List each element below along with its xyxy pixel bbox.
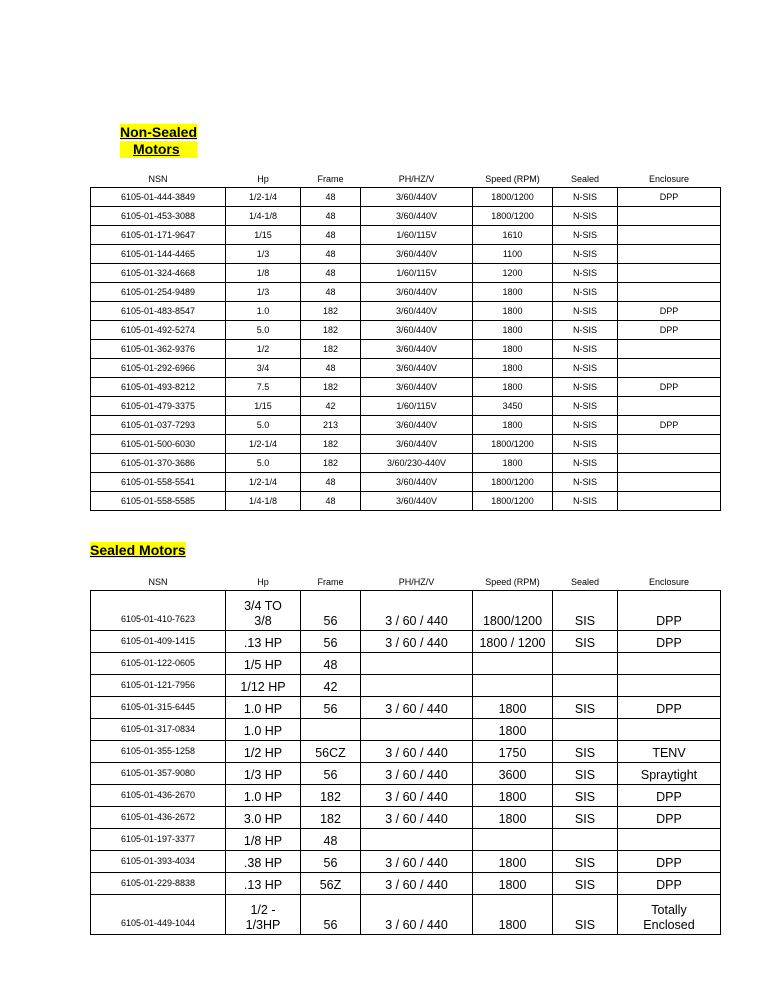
hp-cell: .38 HP [226,851,301,873]
enclosure-cell: Spraytight [618,763,721,785]
speed-cell [473,829,553,851]
phhzv-cell: 3/60/440V [361,340,473,359]
nsn-cell: 6105-01-409-1415 [91,631,226,653]
hp-cell: 1/4-1/8 [226,492,301,511]
enclosure-cell [618,719,721,741]
phhzv-cell: 1/60/115V [361,226,473,245]
enclosure-cell: DPP [618,631,721,653]
hp-cell: 3.0 HP [226,807,301,829]
col-header-enclosure: Enclosure [648,576,690,587]
nsn-cell: 6105-01-121-7956 [91,675,226,697]
table-row [91,435,721,454]
phhzv-cell [361,653,473,675]
enclosure-cell [618,207,721,226]
hp-cell: 1.0 HP [226,785,301,807]
nsn-cell: 6105-01-324-4668 [91,264,226,283]
speed-cell: 1800 [473,697,553,719]
enclosure-cell [618,264,721,283]
phhzv-cell: 3/60/440V [361,283,473,302]
nsn-cell: 6105-01-362-9376 [91,340,226,359]
sealed-cell [553,675,618,697]
col-header-phhzv: PH/HZ/V [398,173,435,184]
phhzv-cell: 1/60/115V [361,397,473,416]
phhzv-cell: 3/60/440V [361,207,473,226]
table-row [91,283,721,302]
nsn-cell: 6105-01-317-0834 [91,719,226,741]
sealed-cell: SIS [553,741,618,763]
hp-cell: 1.0 HP [226,697,301,719]
frame-cell: 48 [301,283,361,302]
enclosure-cell: DPP [618,851,721,873]
speed-cell: 3600 [473,763,553,785]
table-row [91,851,721,873]
sealed-cell: N-SIS [553,435,618,454]
nsn-cell: 6105-01-558-5585 [91,492,226,511]
enclosure-cell: DPP [618,188,721,207]
frame-cell: 56 [301,631,361,653]
nsn-cell: 6105-01-500-6030 [91,435,226,454]
table-row [91,873,721,895]
col-header-enclosure: Enclosure [648,173,690,184]
phhzv-cell: 3 / 60 / 440 [361,741,473,763]
sealed-cell: SIS [553,851,618,873]
nsn-cell: 6105-01-479-3375 [91,397,226,416]
hp-cell: 1/2 - 1/3HP [226,895,301,935]
table-row [91,653,721,675]
phhzv-cell: 3 / 60 / 440 [361,591,473,631]
nsn-cell: 6105-01-444-3849 [91,188,226,207]
frame-cell: 213 [301,416,361,435]
sealed-cell: N-SIS [553,264,618,283]
enclosure-cell [618,454,721,473]
nsn-cell: 6105-01-171-9647 [91,226,226,245]
speed-cell: 1800 [473,302,553,321]
table-row [91,785,721,807]
frame-cell: 48 [301,207,361,226]
nsn-cell: 6105-01-492-5274 [91,321,226,340]
non-sealed-motors-table [90,170,721,511]
sealed-cell: N-SIS [553,473,618,492]
table-row [91,359,721,378]
sealed-cell: SIS [553,763,618,785]
sealed-cell: N-SIS [553,245,618,264]
frame-cell: 42 [301,675,361,697]
table-row [91,763,721,785]
frame-cell: 182 [301,435,361,454]
col-header-hp: Hp [257,173,269,184]
frame-cell: 182 [301,807,361,829]
sealed-heading-text: Sealed Motors [90,542,186,558]
speed-cell [473,675,553,697]
phhzv-cell: 3 / 60 / 440 [361,631,473,653]
sealed-cell: SIS [553,807,618,829]
sealed-motors-heading [90,542,186,559]
hp-cell: .13 HP [226,873,301,895]
sealed-cell: N-SIS [553,454,618,473]
frame-cell: 56 [301,895,361,935]
phhzv-cell: 3/60/440V [361,416,473,435]
speed-cell: 1800/1200 [473,188,553,207]
speed-cell: 1800 [473,321,553,340]
frame-cell [301,719,361,741]
table-row [91,631,721,653]
nsn-cell: 6105-01-144-4465 [91,245,226,264]
hp-cell: 1.0 HP [226,719,301,741]
phhzv-cell: 3 / 60 / 440 [361,807,473,829]
nsn-cell: 6105-01-254-9489 [91,283,226,302]
enclosure-cell [618,226,721,245]
heading-line-2: Motors [133,141,180,157]
phhzv-cell: 3 / 60 / 440 [361,697,473,719]
table-row [91,207,721,226]
speed-cell: 1800 [473,719,553,741]
hp-cell: 3/4 TO 3/8 [226,591,301,631]
enclosure-cell: DPP [618,416,721,435]
sealed-cell: N-SIS [553,302,618,321]
col-header-nsn: NSN [148,173,168,184]
table-row [91,321,721,340]
table-row [91,302,721,321]
speed-cell: 1800 [473,807,553,829]
speed-cell: 1800 [473,340,553,359]
enclosure-cell: DPP [618,807,721,829]
enclosure-cell: DPP [618,697,721,719]
frame-cell: 182 [301,302,361,321]
nsn-cell: 6105-01-197-3377 [91,829,226,851]
speed-cell: 1800 [473,283,553,302]
sealed-table-body [91,591,721,935]
frame-cell: 56 [301,763,361,785]
speed-cell: 1100 [473,245,553,264]
hp-cell: 1/3 [226,245,301,264]
frame-cell: 182 [301,454,361,473]
speed-cell: 1800 [473,873,553,895]
col-header-phhzv: PH/HZ/V [398,576,435,587]
speed-cell: 1610 [473,226,553,245]
frame-cell: 182 [301,340,361,359]
table-row [91,188,721,207]
table-header-row [91,573,721,591]
sealed-cell: N-SIS [553,378,618,397]
nsn-cell: 6105-01-453-3088 [91,207,226,226]
col-header-sealed: Sealed [570,576,600,587]
nsn-cell: 6105-01-493-8212 [91,378,226,397]
speed-cell: 1800 [473,378,553,397]
table-row [91,807,721,829]
sealed-cell: SIS [553,697,618,719]
nsn-cell: 6105-01-122-0605 [91,653,226,675]
nsn-cell: 6105-01-292-6966 [91,359,226,378]
sealed-cell: N-SIS [553,283,618,302]
speed-cell: 1800 [473,359,553,378]
table-row [91,829,721,851]
hp-cell: 7.5 [226,378,301,397]
phhzv-cell: 3/60/440V [361,492,473,511]
phhzv-cell: 3/60/440V [361,302,473,321]
enclosure-cell: TENV [618,741,721,763]
enclosure-cell [618,340,721,359]
speed-cell: 1800 / 1200 [473,631,553,653]
phhzv-cell: 3 / 60 / 440 [361,763,473,785]
enclosure-cell [618,473,721,492]
enclosure-cell [618,492,721,511]
phhzv-cell: 3/60/440V [361,321,473,340]
nsn-cell: 6105-01-393-4034 [91,851,226,873]
sealed-cell [553,653,618,675]
table-row [91,416,721,435]
speed-cell: 1800 [473,454,553,473]
frame-cell: 56 [301,591,361,631]
phhzv-cell: 3/60/230-440V [361,454,473,473]
sealed-cell: N-SIS [553,416,618,435]
enclosure-cell [618,829,721,851]
nsn-cell: 6105-01-229-8838 [91,873,226,895]
nsn-cell: 6105-01-436-2670 [91,785,226,807]
hp-cell: 3/4 [226,359,301,378]
sealed-cell: N-SIS [553,226,618,245]
frame-cell: 182 [301,785,361,807]
table-row [91,454,721,473]
hp-cell: 1/3 [226,283,301,302]
hp-cell: 1/4-1/8 [226,207,301,226]
phhzv-cell: 3/60/440V [361,359,473,378]
table-row [91,264,721,283]
hp-cell: 5.0 [226,321,301,340]
table-row [91,697,721,719]
enclosure-cell [618,435,721,454]
hp-cell: 1/5 HP [226,653,301,675]
phhzv-cell: 3/60/440V [361,245,473,264]
sealed-cell: SIS [553,873,618,895]
hp-cell: 1/8 [226,264,301,283]
hp-cell: 1/8 HP [226,829,301,851]
sealed-cell: N-SIS [553,207,618,226]
col-header-frame: Frame [317,576,344,587]
nsn-cell: 6105-01-370-3686 [91,454,226,473]
hp-cell: 1/2-1/4 [226,473,301,492]
table-row [91,378,721,397]
speed-cell: 1800/1200 [473,473,553,492]
frame-cell: 42 [301,397,361,416]
phhzv-cell [361,675,473,697]
frame-cell: 56 [301,697,361,719]
speed-cell: 1800/1200 [473,435,553,454]
sealed-cell: SIS [553,895,618,935]
speed-cell: 1800 [473,851,553,873]
frame-cell: 48 [301,492,361,511]
hp-cell: 5.0 [226,454,301,473]
phhzv-cell [361,719,473,741]
hp-cell: 1/15 [226,226,301,245]
speed-cell: 1750 [473,741,553,763]
phhzv-cell: 3 / 60 / 440 [361,895,473,935]
speed-cell: 3450 [473,397,553,416]
frame-cell: 48 [301,653,361,675]
frame-cell: 56Z [301,873,361,895]
speed-cell: 1800/1200 [473,591,553,631]
sealed-cell: N-SIS [553,397,618,416]
non-sealed-motors-heading [120,124,197,158]
col-header-hp: Hp [257,576,269,587]
enclosure-cell: DPP [618,785,721,807]
nsn-cell: 6105-01-037-7293 [91,416,226,435]
frame-cell: 182 [301,378,361,397]
sealed-cell: N-SIS [553,340,618,359]
hp-cell: 1/12 HP [226,675,301,697]
hp-cell: 5.0 [226,416,301,435]
frame-cell: 48 [301,245,361,264]
nsn-cell: 6105-01-483-8547 [91,302,226,321]
table-row [91,675,721,697]
nsn-cell: 6105-01-558-5541 [91,473,226,492]
frame-cell: 48 [301,359,361,378]
table-row [91,245,721,264]
frame-cell: 48 [301,264,361,283]
hp-cell: 1/2 [226,340,301,359]
hp-cell: 1.0 [226,302,301,321]
enclosure-cell: DPP [618,321,721,340]
table-row [91,397,721,416]
table-row [91,895,721,935]
phhzv-cell: 3 / 60 / 440 [361,785,473,807]
table-row [91,340,721,359]
hp-cell: 1/2 HP [226,741,301,763]
sealed-cell: SIS [553,785,618,807]
phhzv-cell: 3/60/440V [361,378,473,397]
frame-cell: 48 [301,473,361,492]
sealed-cell: SIS [553,631,618,653]
sealed-cell: N-SIS [553,359,618,378]
sealed-motors-table [90,573,721,935]
enclosure-cell [618,359,721,378]
table-row [91,591,721,631]
phhzv-cell: 3 / 60 / 440 [361,873,473,895]
enclosure-cell: DPP [618,302,721,321]
enclosure-cell [618,245,721,264]
sealed-cell: N-SIS [553,492,618,511]
speed-cell: 1800 [473,416,553,435]
table-row [91,226,721,245]
frame-cell: 48 [301,829,361,851]
heading-line-1: Non-Sealed [120,124,198,140]
table-row [91,473,721,492]
sealed-cell [553,719,618,741]
non-sealed-table-body [91,188,721,511]
col-header-sealed: Sealed [570,173,600,184]
col-header-nsn: NSN [148,576,168,587]
table-row [91,719,721,741]
nsn-cell: 6105-01-315-6445 [91,697,226,719]
enclosure-cell: DPP [618,378,721,397]
table-row [91,492,721,511]
phhzv-cell [361,829,473,851]
sealed-cell: N-SIS [553,188,618,207]
nsn-cell: 6105-01-357-9080 [91,763,226,785]
enclosure-cell: DPP [618,873,721,895]
nsn-cell: 6105-01-449-1044 [91,895,226,935]
frame-cell: 56 [301,851,361,873]
speed-cell: 1800/1200 [473,207,553,226]
phhzv-cell: 1/60/115V [361,264,473,283]
speed-cell: 1800/1200 [473,492,553,511]
hp-cell: 1/3 HP [226,763,301,785]
hp-cell: 1/2-1/4 [226,435,301,454]
col-header-speed: Speed (RPM) [485,173,540,184]
hp-cell: 1/15 [226,397,301,416]
speed-cell: 1800 [473,785,553,807]
phhzv-cell: 3 / 60 / 440 [361,851,473,873]
frame-cell: 48 [301,188,361,207]
col-header-speed: Speed (RPM) [485,576,540,587]
nsn-cell: 6105-01-410-7623 [91,591,226,631]
phhzv-cell: 3/60/440V [361,188,473,207]
enclosure-cell: Totally Enclosed [618,895,721,935]
enclosure-cell [618,653,721,675]
frame-cell: 48 [301,226,361,245]
table-header-row [91,170,721,188]
enclosure-cell [618,397,721,416]
table-row [91,741,721,763]
speed-cell: 1200 [473,264,553,283]
col-header-frame: Frame [317,173,344,184]
hp-cell: .13 HP [226,631,301,653]
sealed-cell [553,829,618,851]
sealed-cell: SIS [553,591,618,631]
sealed-cell: N-SIS [553,321,618,340]
phhzv-cell: 3/60/440V [361,435,473,454]
hp-cell: 1/2-1/4 [226,188,301,207]
speed-cell: 1800 [473,895,553,935]
frame-cell: 56CZ [301,741,361,763]
nsn-cell: 6105-01-436-2672 [91,807,226,829]
phhzv-cell: 3/60/440V [361,473,473,492]
enclosure-cell [618,675,721,697]
speed-cell [473,653,553,675]
nsn-cell: 6105-01-355-1258 [91,741,226,763]
enclosure-cell: DPP [618,591,721,631]
enclosure-cell [618,283,721,302]
frame-cell: 182 [301,321,361,340]
